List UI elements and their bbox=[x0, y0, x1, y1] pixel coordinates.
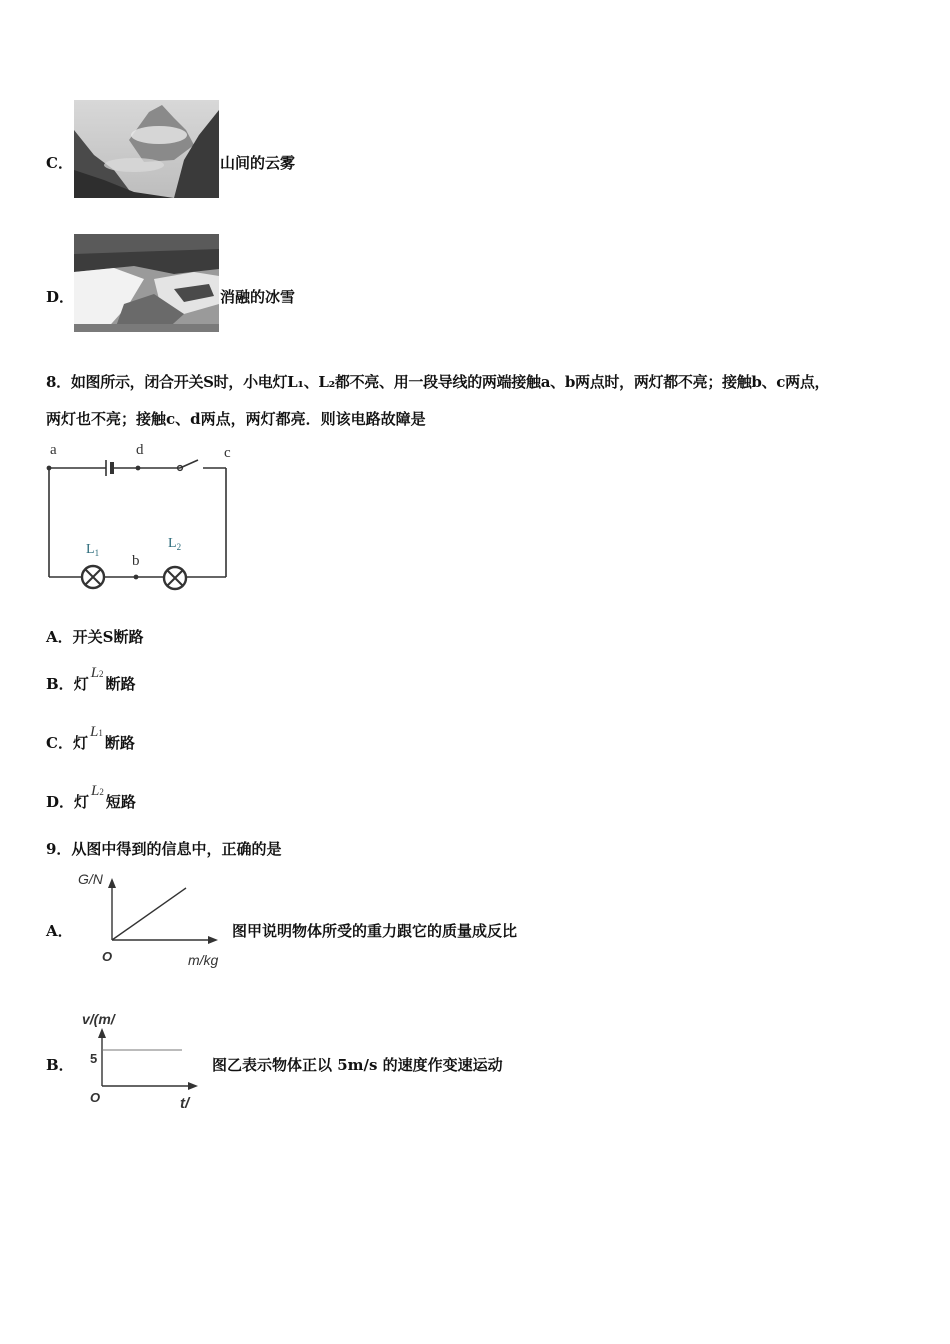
q8-option-a bbox=[46, 626, 143, 647]
q8-option-b-pre: 灯 bbox=[73, 675, 89, 693]
option-d-letter: D． bbox=[46, 288, 75, 306]
q8-option-d-symbol-sub: 2 bbox=[99, 787, 104, 797]
svg-text:L1 bbox=[86, 542, 99, 558]
circuit-diagram bbox=[40, 438, 240, 600]
q8-option-b-text: 断路 bbox=[105, 675, 136, 693]
graph-b-xlabel: t/ bbox=[180, 1095, 190, 1112]
graph-a-ylabel: G/N bbox=[78, 871, 103, 887]
graph-a-xlabel: m/kg bbox=[188, 952, 219, 968]
q8-option-a-text: 开关S断路 bbox=[72, 628, 144, 646]
option-c-letter: C． bbox=[46, 154, 73, 172]
lamp-label-l1-sub: 1 bbox=[94, 548, 100, 558]
node-label-c: c bbox=[224, 445, 231, 461]
q8-stem-line1: 8．如图所示，闭合开关S时，小电灯L₁、L₂都不亮、用一段导线的两端接触a、b两点时，两灯都不亮；接触b、c两点， bbox=[46, 373, 830, 391]
q8-option-d-text: 短路 bbox=[105, 793, 136, 811]
q8-option-c-pre: 灯 bbox=[72, 734, 88, 752]
node-label-b: b bbox=[132, 553, 140, 569]
graph-velocity-time bbox=[78, 1004, 208, 1116]
node-label-d: d bbox=[136, 442, 144, 458]
q9-option-a-letter: A． bbox=[46, 922, 73, 940]
graph-gravity-mass bbox=[76, 864, 236, 972]
node-label-a: a bbox=[50, 442, 57, 458]
q8-option-d-pre: 灯 bbox=[74, 793, 90, 811]
q8-option-b-symbol-sub: 2 bbox=[99, 669, 104, 679]
q8-option-d-letter: D． bbox=[46, 793, 75, 811]
q8-stem-line2: 两灯也不亮；接触c、d两点，两灯都亮．则该电路故障是 bbox=[46, 410, 426, 428]
q8-option-c-symbol-sub: 1 bbox=[98, 728, 103, 738]
q8-option-d-symbol: L bbox=[91, 783, 100, 799]
q8-option-b-symbol: L bbox=[90, 665, 100, 681]
graph-b-ytick: 5 bbox=[90, 1051, 98, 1066]
lamp-label-l2: L bbox=[168, 536, 177, 551]
q8-option-c-text: 断路 bbox=[104, 734, 135, 752]
q8-option-c-letter: C． bbox=[46, 734, 73, 752]
graph-a-origin: O bbox=[102, 949, 113, 964]
q8-option-b-letter: B． bbox=[46, 675, 74, 693]
q8-option-c-symbol: L bbox=[89, 724, 99, 740]
option-c-text: 山间的云雾 bbox=[220, 154, 296, 172]
q9-stem: 9．从图中得到的信息中，正确的是 bbox=[46, 840, 282, 858]
option-d-text: 消融的冰雪 bbox=[220, 288, 296, 306]
q8-option-c bbox=[46, 724, 135, 753]
q8-option-d bbox=[46, 783, 136, 812]
q9-option-a-text: 图甲说明物体所受的重力跟它的质量成反比 bbox=[232, 922, 518, 940]
q9-option-b-letter: B． bbox=[46, 1056, 74, 1074]
q8-option-a-letter: A． bbox=[46, 628, 73, 646]
q9-option-b-text: 图乙表示物体正以 5m/s 的速度作变速运动 bbox=[212, 1056, 503, 1074]
graph-b-ylabel: v/(m/ bbox=[82, 1011, 115, 1027]
q8-option-b bbox=[46, 665, 136, 694]
svg-text:L2 bbox=[168, 536, 181, 552]
graph-b-origin: O bbox=[90, 1090, 101, 1105]
melting-snow-photo bbox=[74, 234, 219, 332]
mountain-mist-photo bbox=[74, 100, 219, 198]
lamp-label-l2-sub: 2 bbox=[176, 542, 182, 552]
lamp-label-l1: L bbox=[86, 542, 95, 557]
